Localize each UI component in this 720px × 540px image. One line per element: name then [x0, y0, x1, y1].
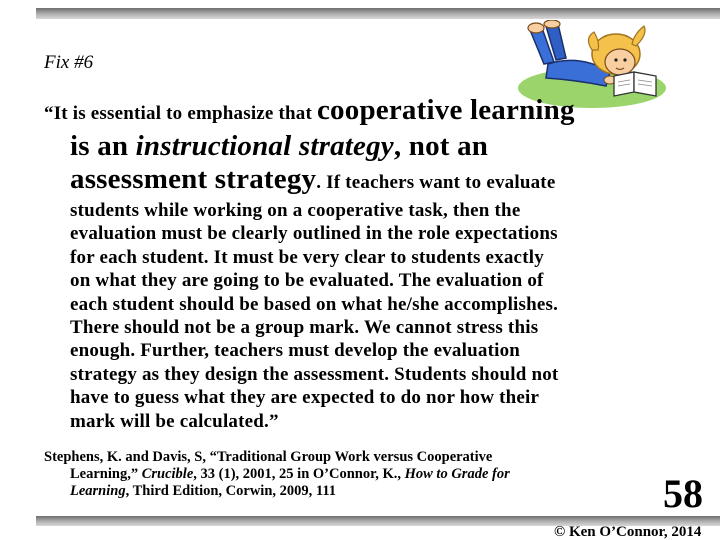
quote-body-line: enough. Further, teachers must develop the evaluation	[70, 340, 521, 362]
quote-body-line: evaluation must be clearly outlined in the role expectations	[70, 223, 558, 245]
quote-body-line: students while working on a cooperative task, then the	[70, 200, 521, 221]
ponytail-right	[632, 26, 645, 46]
citation-text: , 33 (1), 2001, 25 in O’Connor, K.,	[193, 466, 405, 482]
eye-left	[614, 58, 617, 61]
eye-right	[623, 58, 626, 61]
quote-body-line: for each student. It must be very clear to students exactly	[70, 246, 544, 268]
quote-line-2	[44, 129, 694, 163]
citation-book-title: How to Grade for	[404, 466, 510, 482]
quote-phrase-cooperative-learning: cooperative learning	[316, 94, 575, 126]
copyright-notice: © Ken O’Connor, 2014	[554, 524, 702, 540]
citation-book-title-end: Learning	[70, 483, 126, 499]
top-rule	[36, 8, 720, 19]
citation-text: Learning,”	[70, 466, 142, 482]
quote-line-1	[44, 95, 694, 129]
slide-title: Fix #6	[44, 52, 94, 73]
ponytail-left	[588, 32, 598, 50]
quote-line-1-intro: “It is essential to emphasize that	[44, 103, 317, 124]
quote-phrase-assessment-strategy: assessment strategy	[70, 163, 317, 195]
citation-journal: Crucible	[141, 466, 194, 482]
quote-line-3	[44, 163, 694, 199]
citation	[44, 449, 644, 500]
foot-right	[544, 20, 560, 28]
citation-line-2	[44, 466, 644, 483]
quote-line-2-a: is an	[70, 130, 136, 162]
citation-line-1: Stephens, K. and Davis, S, “Traditional Group Work versus Cooperative	[44, 449, 493, 465]
quote-body-line: mark will be calculated.”	[70, 410, 279, 432]
citation-line-3	[44, 483, 644, 500]
quote-line-2-b: , not an	[393, 130, 489, 162]
quote-body-line: on what they are going to be evaluated. The evaluation of	[70, 270, 544, 292]
book-left-page	[614, 72, 634, 96]
quote-body-line: strategy as they design the assessment. Students should not	[70, 363, 559, 385]
quote-body-line: have to guess what they are expected to do nor how their	[70, 387, 540, 409]
quote-block	[44, 95, 694, 433]
citation-text: , Third Edition, Corwin, 2009, 111	[125, 483, 337, 499]
quote-line-3-tail: . If teachers want to evaluate	[316, 172, 556, 193]
foot-left	[528, 23, 544, 33]
quote-body-line: each student should be based on what he/she accomplishes.	[70, 293, 559, 315]
girl-face	[605, 49, 635, 75]
page-number: 58	[663, 471, 703, 516]
quote-phrase-instructional-strategy: instructional strategy	[135, 130, 394, 162]
book-right-page	[634, 72, 656, 96]
quote-body-line: There should not be a group mark. We cannot stress this	[70, 317, 539, 339]
